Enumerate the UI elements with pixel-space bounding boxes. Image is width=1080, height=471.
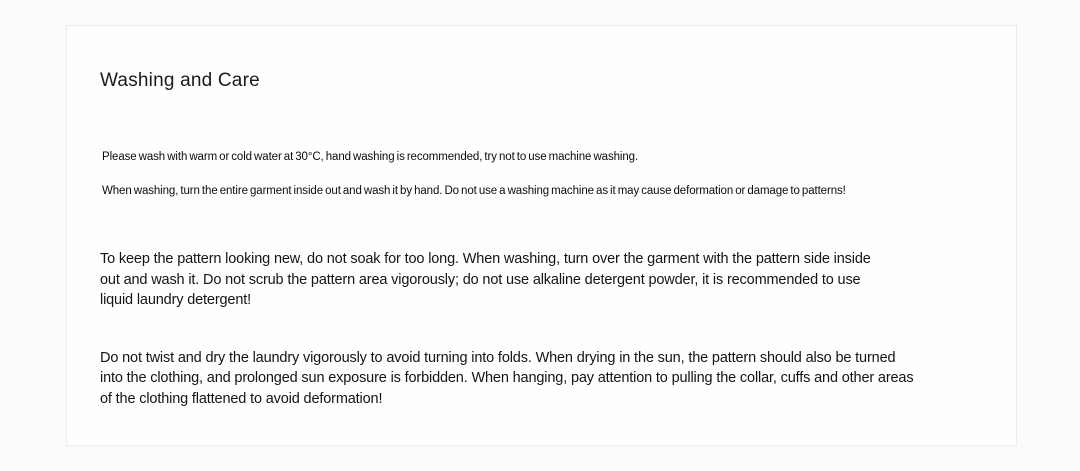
washing-care-card [66, 25, 1017, 446]
paragraph-line: liquid laundry detergent! [100, 292, 252, 308]
care-paragraph-soaking [100, 249, 986, 311]
care-note-water-temp: Please wash with warm or cold water at 30°C, hand washing is recommended, try not to use machine washing. [102, 151, 639, 163]
paragraph-line: into the clothing, and prolonged sun exposure is forbidden. When hanging, pay attention to pulling the collar, cuffs and other areas [100, 370, 914, 386]
care-paragraph-drying [100, 348, 986, 410]
care-note-hand-wash: When washing, turn the entire garment inside out and wash it by hand. Do not use a washing machine as it may cause deformation or damage to patterns! [102, 185, 846, 197]
paragraph-line: of the clothing flattened to avoid deformation! [100, 390, 383, 407]
paragraph-line: Do not twist and dry the laundry vigorously to avoid turning into folds. When drying in the sun, the pattern should also be turned [100, 349, 896, 366]
paragraph-line: To keep the pattern looking new, do not soak for too long. When washing, turn over the garment with the pattern side inside [100, 251, 871, 267]
page-title: Washing and Care [100, 70, 260, 91]
paragraph-line: out and wash it. Do not scrub the pattern area vigorously; do not use alkaline detergent powder, it is recommended to use [100, 271, 861, 288]
